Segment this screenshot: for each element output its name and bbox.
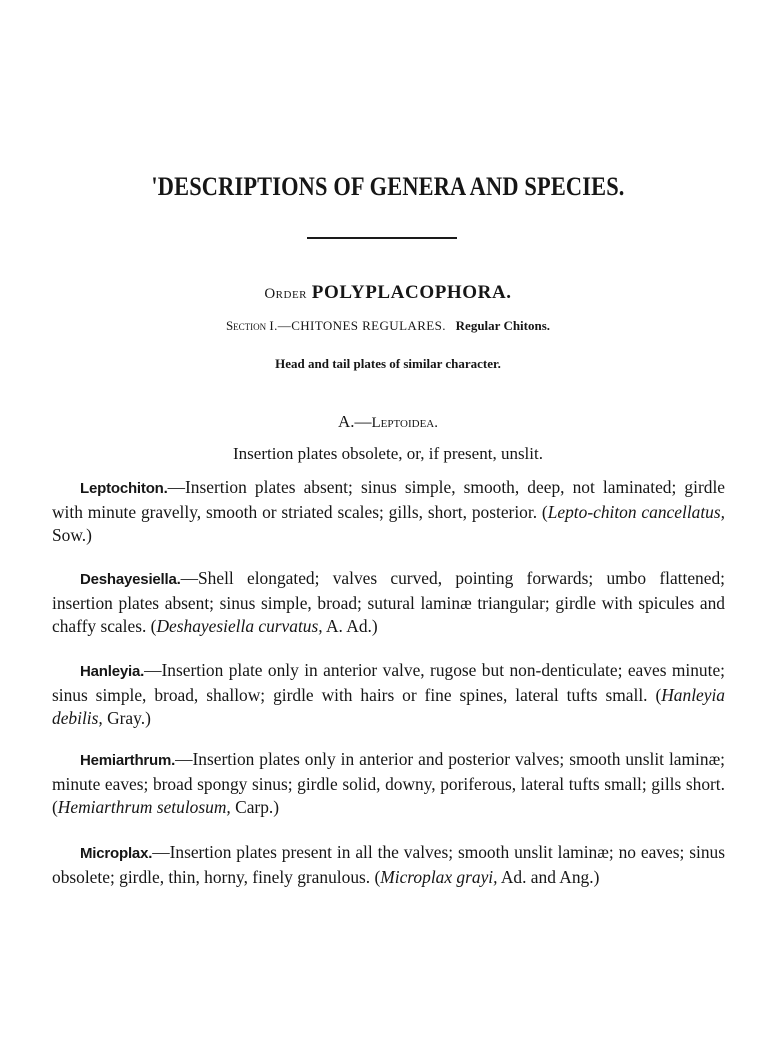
genus-name: Hemiarthrum. (80, 752, 176, 769)
section-prefix: Section (225, 318, 267, 333)
type-species: Deshayesiella curvatus, (156, 616, 323, 636)
species-author: Gray.) (102, 708, 151, 728)
genus-name: Microplax. (80, 845, 153, 862)
section-subnote: Head and tail plates of similar character. (275, 356, 501, 371)
genus-description: —Insertion plates only in anterior and posterior valves; smooth unslit laminæ; minute eaves; broad spongy sinus; girdle solid, downy, poriferous, lateral tufts small; gills short. ( (52, 749, 725, 817)
genus-entry-hemiarthrum (52, 748, 725, 820)
type-species: Hanleyia debilis, (52, 684, 725, 728)
genus-description: —Insertion plates present in all the valves; smooth unslit laminæ; no eaves; sinus obsolete; girdle, thin, horny, finely granulous. ( (52, 842, 725, 887)
group-heading (0, 412, 776, 432)
genus-name: Leptochiton. (80, 480, 168, 497)
page-title: 'DESCRIPTIONS OF GENERA AND SPECIES. (151, 172, 625, 201)
section-heading (0, 318, 776, 334)
order-heading (0, 282, 776, 304)
order-name: POLYPLACOPHORA. (311, 282, 512, 303)
section-name: I.—CHITONES REGULARES. (269, 318, 446, 333)
species-author: Ad. and Ang.) (497, 866, 600, 887)
title-rule (307, 237, 457, 239)
genus-name: Deshayesiella. (80, 571, 181, 588)
genus-entry-microplax (52, 841, 725, 889)
order-prefix: Order (264, 286, 308, 302)
genus-description: —Insertion plates absent; sinus simple, smooth, deep, not laminated; girdle with minute gravelly, smooth or striated scales; gills, short, posterior. ( (52, 477, 725, 522)
group-name: Leptoidea. (371, 415, 438, 431)
genus-name: Hanleyia. (80, 663, 145, 680)
species-author: Carp.) (230, 797, 280, 817)
type-species: Hemiarthrum setulosum, (57, 797, 231, 817)
section-common-name: Regular Chitons. (455, 318, 551, 333)
genus-entry-leptochiton (52, 476, 725, 548)
genus-description: —Shell elongated; valves curved, pointing forwards; umbo flattened; insertion plates absent; sinus simple, broad; sutural laminæ triangular; girdle with spicules and chaffy scales. ( (52, 568, 725, 636)
group-letter: A.— (337, 412, 372, 431)
group-note: Insertion plates obsolete, or, if present, unslit. (233, 444, 543, 463)
species-author: A. Ad.) (322, 616, 378, 636)
type-species: Microplax grayi, (380, 866, 498, 887)
species-author: Sow.) (52, 525, 92, 545)
genus-entry-hanleyia (52, 659, 725, 731)
type-species: Lepto-chiton cancellatus, (547, 501, 725, 522)
genus-entry-deshayesiella (52, 567, 725, 639)
genus-description: —Insertion plate only in anterior valve, rugose but non-denticulate; eaves minute; sinus simple, broad, shallow; girdle with hairs or fine spines, lateral tufts small. ( (52, 660, 725, 705)
